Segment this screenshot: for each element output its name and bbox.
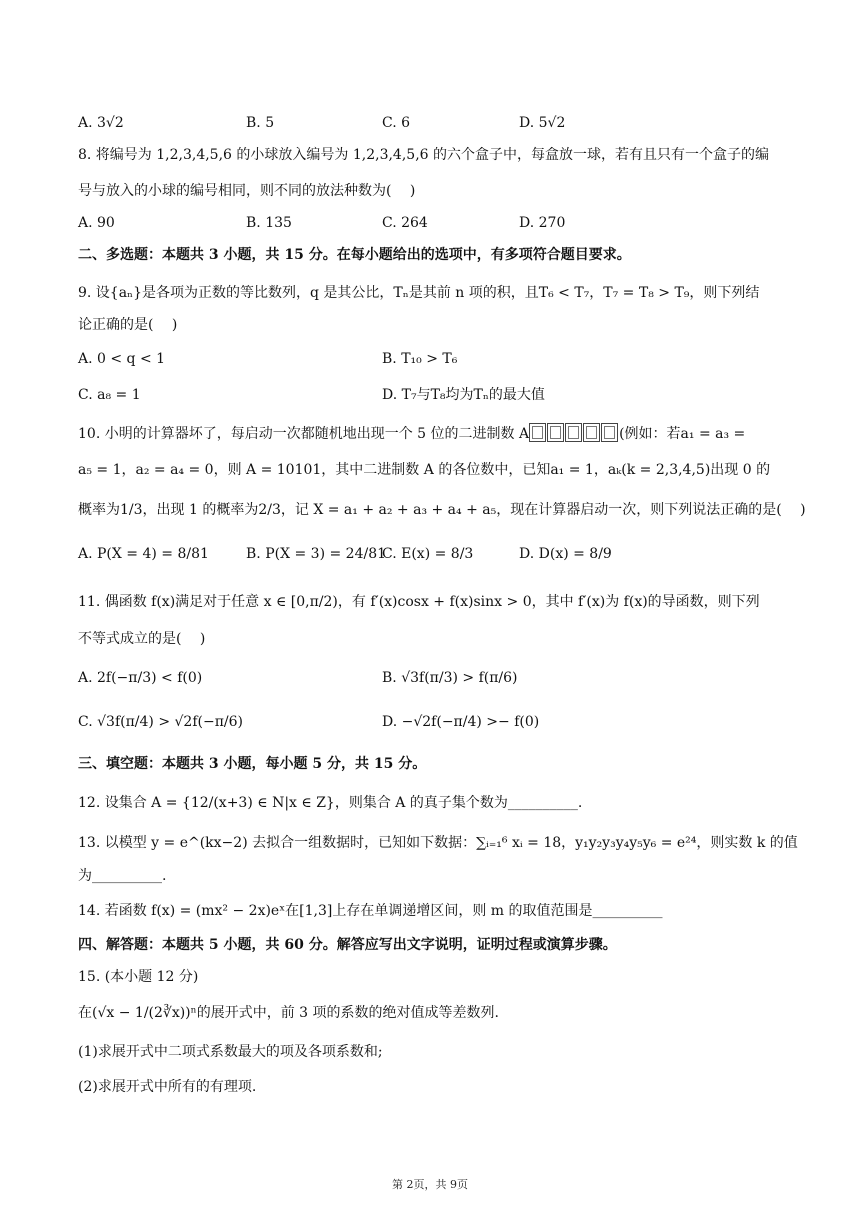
q8-option-c: C. 264 [382,215,428,231]
q9-option-d: D. T₇与T₈均为Tₙ的最大值 [382,387,545,403]
q11-option-d: D. −√2f(−π/4) >− f(0) [382,714,540,730]
q9-stem-line2: 论正确的是( ) [78,317,178,333]
q15-part2: (2)求展开式中所有的有理项. [78,1079,257,1095]
q11-stem-line2: 不等式成立的是( ) [78,631,206,647]
q7-option-c: C. 6 [382,115,411,131]
section-heading-multiple-choice: 二、多选题：本题共 3 小题，共 15 分。在每小题给出的选项中，有多项符合题目要求。 [78,247,631,263]
q8-option-b: B. 135 [246,215,292,231]
q7-option-d: D. 5√2 [519,115,566,131]
q13-stem-line2: 为__________. [78,868,167,884]
q15-part1: (1)求展开式中二项式系数最大的项及各项系数和; [78,1044,383,1060]
q14-stem: 14. 若函数 f(x) = (mx² − 2x)eˣ在[1,3]上存在单调递增区间，则 m 的取值范围是__________ [78,903,663,919]
q13-stem-line1: 13. 以模型 y = e^(kx−2) 去拟合一组数据时，已知如下数据：∑ᵢ₌₁⁶ xᵢ = 18，y₁y₂y₃y₄y₅y₆ = e²⁴，则实数 k 的值 [78,835,798,851]
q8-stem-line1: 8. 将编号为 1,2,3,4,5,6 的小球放入编号为 1,2,3,4,5,6 的六个盒子中，每盒放一球，若有且只有一个盒子的编 [78,147,769,163]
section-heading-solutions: 四、解答题：本题共 5 小题，共 60 分。解答应写出文字说明，证明过程或演算步骤。 [78,937,617,953]
q7-option-b: B. 5 [246,115,275,131]
q10-stem-line2: a₅ = 1，a₂ = a₄ = 0，则 A = 10101，其中二进制数 A 的各位数中，已知a₁ = 1，aₖ(k = 2,3,4,5)出现 0 的 [78,462,771,478]
q8-option-d: D. 270 [519,215,566,231]
q7-option-a: A. 3√2 [78,115,124,131]
q10-stem-line1-text: 10. 小明的计算器坏了，每启动一次都随机地出现一个 5 位的二进制数 A [78,426,530,442]
q9-option-b: B. T₁₀ > T₆ [382,351,458,367]
binary-digit-boxes [529,426,619,442]
q10-option-a: A. P(X = 4) = 8/81 [78,546,209,562]
q11-stem-line1: 11. 偶函数 f(x)满足对于任意 x ∈ [0,π/2)，有 f′(x)cosx + f(x)sinx > 0，其中 f′(x)为 f(x)的导函数，则下列 [78,594,760,610]
q10-stem-line3: 概率为1/3，出现 1 的概率为2/3，记 X = a₁ + a₂ + a₃ + a₄ + a₅，现在计算器启动一次，则下列说法正确的是( ) [78,502,806,518]
section-heading-fill-in: 三、填空题：本题共 3 小题，每小题 5 分，共 15 分。 [78,756,427,772]
q8-stem-line2: 号与放入的小球的编号相同，则不同的放法种数为( ) [78,183,416,199]
q11-option-a: A. 2f(−π/3) < f(0) [78,670,203,686]
q9-option-a: A. 0 < q < 1 [78,351,166,367]
q11-option-b: B. √3f(π/3) > f(π/6) [382,670,518,686]
q9-option-c: C. a₈ = 1 [78,387,141,403]
page-footer: 第 2页，共 9页 [392,1178,468,1191]
q8-option-a: A. 90 [78,215,115,231]
q9-stem-line1: 9. 设{aₙ}是各项为正数的等比数列，q 是其公比，Tₙ是其前 n 项的积，且T₆ < T₇，T₇ = T₈ > T₉，则下列结 [78,285,760,301]
q10-option-b: B. P(X = 3) = 24/81 [246,546,387,562]
q12-stem: 12. 设集合 A = {12/(x+3) ∈ N|x ∈ Z}，则集合 A 的真子集个数为__________. [78,795,583,811]
q10-option-d: D. D(x) = 8/9 [519,546,612,562]
q15-stem: 在(√x − 1/(2∛x))ⁿ的展开式中，前 3 项的系数的绝对值成等差数列. [78,1005,499,1021]
q10-option-c: C. E(x) = 8/3 [382,546,474,562]
q10-stem-line1-example: (例如：若a₁ = a₃ = [619,426,746,442]
q15-header: 15. (本小题 12 分) [78,969,199,985]
q10-stem-line1 [78,423,745,444]
q11-option-c: C. √3f(π/4) > √2f(−π/6) [78,714,243,730]
